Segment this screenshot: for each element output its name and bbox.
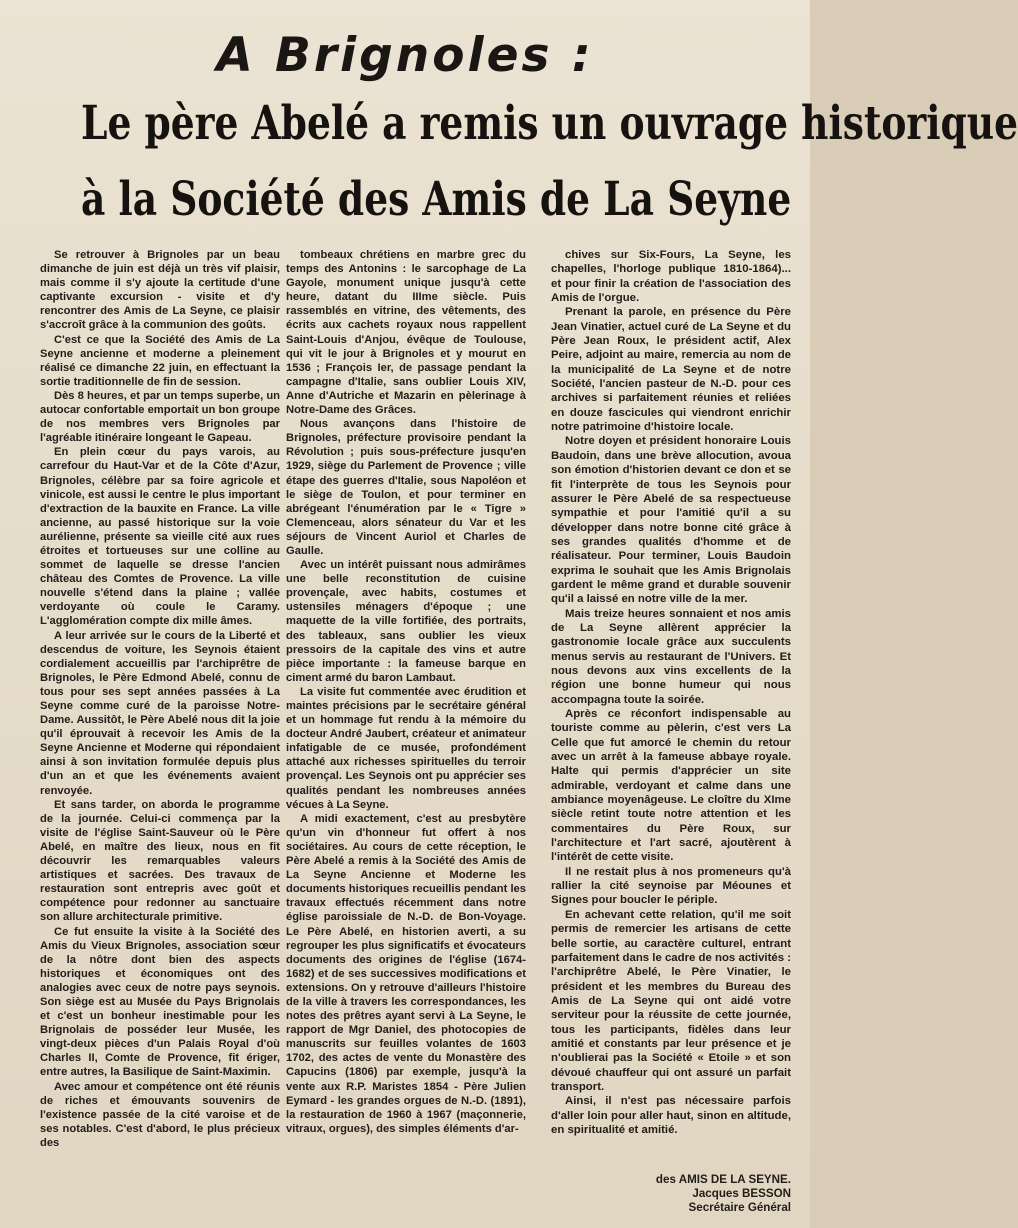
article-column-1 <box>40 248 280 1150</box>
paragraph: A midi exactement, c'est au presbytère qu'un vin d'honneur fut offert à nos sociétaires. Au cours de cette réception, le Père Abelé a remis à la Société des Amis de La Seyne Ancienne et Moderne les documents historiques recueillis pendant les travaux effectués récemment dans notre église paroissiale de N.-D. de Bon-Voyage. Le Père Abelé, en historien averti, a su regrouper les plus significatifs et évocateurs documents des origines de l'église (1674-1682) et de ses successives modifications et extensions. On y retrouve d'ailleurs l'histoire de la ville à travers les correspondances, les notes des prêtres ayant servi à La Seyne, le rapport de Mgr Daniel, des photocopies de manuscrits sur feuilles volantes de 1603 1702, des actes de vente du Monastère des Capucins (1806) par exemple, jusqu'à la vente aux R.P. Maristes 1854 - Père Julien Eymard - les grandes orgues de N.-D. (1891), la restauration de 1960 à 1967 (maçonnerie, vitraux, orgues), des simples éléments d'ar- <box>286 812 526 1135</box>
paragraph: Avec un intérêt puissant nous admirâmes une belle reconstitution de cuisine provençale, avec habits, costumes et ustensiles ménagers d'époque ; une maquette de la ville fortifiée, des portraits, des tableaux, sans oublier les vieux pressoirs de la capitale des vins et autre pièce importante : la fameuse barque en ciment armé du baron Lambaut. <box>286 559 526 684</box>
paragraph: Il ne restait plus à nos promeneurs qu'à rallier la cité seynoise par Méounes et Signes pour boucler le périple. <box>551 865 791 907</box>
paragraph: Dès 8 heures, et par un temps superbe, un autocar confortable emportait un bon groupe de nos membres vers Brignoles par l'agréable itinéraire longeant le Gapeau. <box>40 389 280 445</box>
paragraph: Prenant la parole, en présence du Père Jean Vinatier, actuel curé de La Seyne et du Père Jean Roux, le président actif, Alex Peire, adjoint au maire, remercia au nom de la municipalité de La Seyne et de notre Société, l'ancien pasteur de N.-D. pour ces archives si parfaitement réunies et reliées en douze fascicules qui viendront enrichir notre patrimoine d'histoire locale. <box>551 306 791 434</box>
paragraph: A leur arrivée sur le cours de la Liberté et descendus de voiture, les Seynois étaient cordialement accueillis par l'archiprêtre de Brignoles, le Père Edmond Abelé, connu de tous pour ses sept années passées à La Seyne comme curé de la paroisse Notre-Dame. Aussitôt, le Père Abelé nous dit la joie qu'il éprouvait à recevoir les Amis de la Seyne Ancienne et Moderne qui répondaient ainsi à son invitation formulée depuis plus d'un an et que les événements avaient renvoyée. <box>40 629 280 797</box>
paragraph: Ce fut ensuite la visite à la Société des Amis du Vieux Brignoles, association sœur de la nôtre dont bien des aspects historiques et économiques ont des analogies avec ceux de notre pays seynois. Son siège est au Musée du Pays Brignolais et c'est un bonheur inestimable pour les Brignolais de posséder leur Musée, les vingt-deux pièces d'un Palais Royal d'où Charles II, Comte de Provence, fit ériger, entre autres, la Basilique de Saint-Maximin. <box>40 925 280 1079</box>
paragraph: C'est ce que la Société des Amis de La Seyne ancienne et moderne a pleinement réalisé ce dimanche 22 juin, en effectuant la sortie traditionnelle de fin de session. <box>40 333 280 388</box>
signature-name: Jacques BESSON <box>692 1187 791 1200</box>
paragraph: En plein cœur du pays varois, au carrefour du Haut-Var et de la Côte d'Azur, Brignoles, célèbre par sa foire agricole et vinicole, est aussi le centre le plus important d'extraction de la bauxite en France. La ville ancienne, au passé historique sur la voie aurélienne, présente sa vieille cité aux rues étroites et tortueuses sur une colline au sommet de laquelle se dresse l'ancien château des Comtes de Provence. La ville nouvelle s'étend dans la plaine ; vallée verdoyante où coule le Caramy. L'agglomération compte dix mille âmes. <box>40 446 280 628</box>
paragraph: Ainsi, il n'est pas nécessaire parfois d'aller loin pour aller haut, sinon en altitude, en spiritualité et amitié. <box>551 1095 791 1136</box>
headline-line-1: Le père Abelé a remis un ouvrage historique <box>81 96 1018 151</box>
paragraph: Et sans tarder, on aborda le programme de la journée. Celui-ci commença par la visite de l'église Saint-Sauveur où le Père Abelé, en maître des lieux, nous en fit découvrir les remarquables valeurs artistiques et sacrées. Des travaux de restauration sont entrepris avec goût et compétence pour redonner au sanctuaire son allure architecturale primitive. <box>40 798 280 924</box>
paragraph: tombeaux chrétiens en marbre grec du temps des Antonins : le sarcophage de La Gayole, monument unique jusqu'à cette heure, datant du IIIme siècle. Puis rassemblés en vitrine, des vêtements, des écrits aux cachets royaux nous rappellent Saint-Louis d'Anjou, évêque de Toulouse, qui vit le jour à Brignoles et y mourut en 1536 ; François Ier, de passage pendant la campagne d'Italie, sans oublier Louis XIV, Anne d'Autriche et Mazarin en pèlerinage à Notre-Dame des Grâces. <box>286 249 526 417</box>
paragraph: chives sur Six-Fours, La Seyne, les chapelles, l'horloge publique 1810-1864)... et pour finir la création de l'association des Amis de l'orgue. <box>551 249 791 305</box>
headline-line-2: à la Société des Amis de La Seyne <box>81 172 792 227</box>
paragraph: Mais treize heures sonnaient et nos amis de La Seyne allèrent apprécier la gastronomie locale grâce aux succulents menus servis au restaurant de l'Univers. Et nous devons aux vins excellents de la région une bonne humeur qui nous accompagna toute la soirée. <box>551 607 791 706</box>
paragraph: Avec amour et compétence ont été réunis de riches et émouvants souvenirs de l'existence passée de la cité varoise et de ses notables. C'est d'abord, le plus précieux des <box>40 1080 280 1149</box>
paragraph: Se retrouver à Brignoles par un beau dimanche de juin est déjà un très vif plaisir, mais comme il s'y ajoute la certitude d'une captivante excursion - visite et d'y rencontrer des Amis de La Seyne, ce plaisir s'accroît grâce à la communion des goûts. <box>40 249 280 332</box>
signature-organization: des AMIS DE LA SEYNE. <box>655 1173 791 1186</box>
kicker-headline: A Brignoles : <box>216 28 594 83</box>
paragraph: Après ce réconfort indispensable au touriste comme au pèlerin, c'est vers La Celle que fut amorcé le chemin du retour avec un arrêt à la fameuse abbaye royale. Halte qui permis d'apprécier un site admirable, verdoyant et calme dans une ambiance moyenâgeuse. Le cloître du XIme siècle retint toute notre attention et les commentaires du Père Roux, sur l'architecture et l'art sacré, ajoutèrent à l'intérêt de cette visite. <box>551 708 791 864</box>
paragraph: En achevant cette relation, qu'il me soit permis de remercier les artisans de cette belle sortie, au caractère culturel, entrant parfaitement dans le cadre de nos activités : l'archiprêtre Abelé, le Père Vinatier, le président et les membres du Bureau des Amis de La Seyne qui ont aidé votre serviteur pour la réussite de cette journée, tous les participants, fidèles dans leur amitié et constants par leur présence et je n'oublierai pas la Société « Etoile » et son dévoué chauffeur qui ont assuré un parfait transport. <box>551 908 791 1093</box>
paragraph: Notre doyen et président honoraire Louis Baudoin, dans une brève allocution, avoua son émotion d'historien devant ce don et se fit l'interprète de tous les Seynois pour assurer le Père Abelé de sa respectueuse sympathie et pour l'amitié qu'il a su développer dans notre bonne cité grâce à ses grandes qualités d'homme et de réalisateur. Pour terminer, Louis Baudoin exprima le souhait que les Amis Brignolais gardent le même grand et durable souvenir qu'il a laissé en notre ville de la mer. <box>551 435 791 606</box>
article-column-3 <box>551 248 791 1137</box>
paragraph: Nous avançons dans l'histoire de Brignoles, préfecture provisoire pendant la Révolution ; puis sous-préfecture jusqu'en 1929, siège du Parlement de Provence ; ville étape des guerres d'Italie, sous Napoléon et le siège de Toulon, et pour terminer en abrégeant l'énumération par le « Tigre » Clemenceau, alors sénateur du Var et les séjours de Vincent Auriol et Charles de Gaulle. <box>286 418 526 557</box>
paragraph: La visite fut commentée avec érudition et maintes précisions par le secrétaire général et un hommage fut rendu à la mémoire du docteur André Jaubert, créateur et animateur infatigable de ce musée, profondément attaché aux richesses spirituelles du terroir provençal. Les Seynois ont pu apprécier ses qualités pendant les nombreuses années vécues à La Seyne. <box>286 685 526 811</box>
article-column-2 <box>286 248 526 1136</box>
signature-role: Secrétaire Général <box>688 1201 791 1214</box>
